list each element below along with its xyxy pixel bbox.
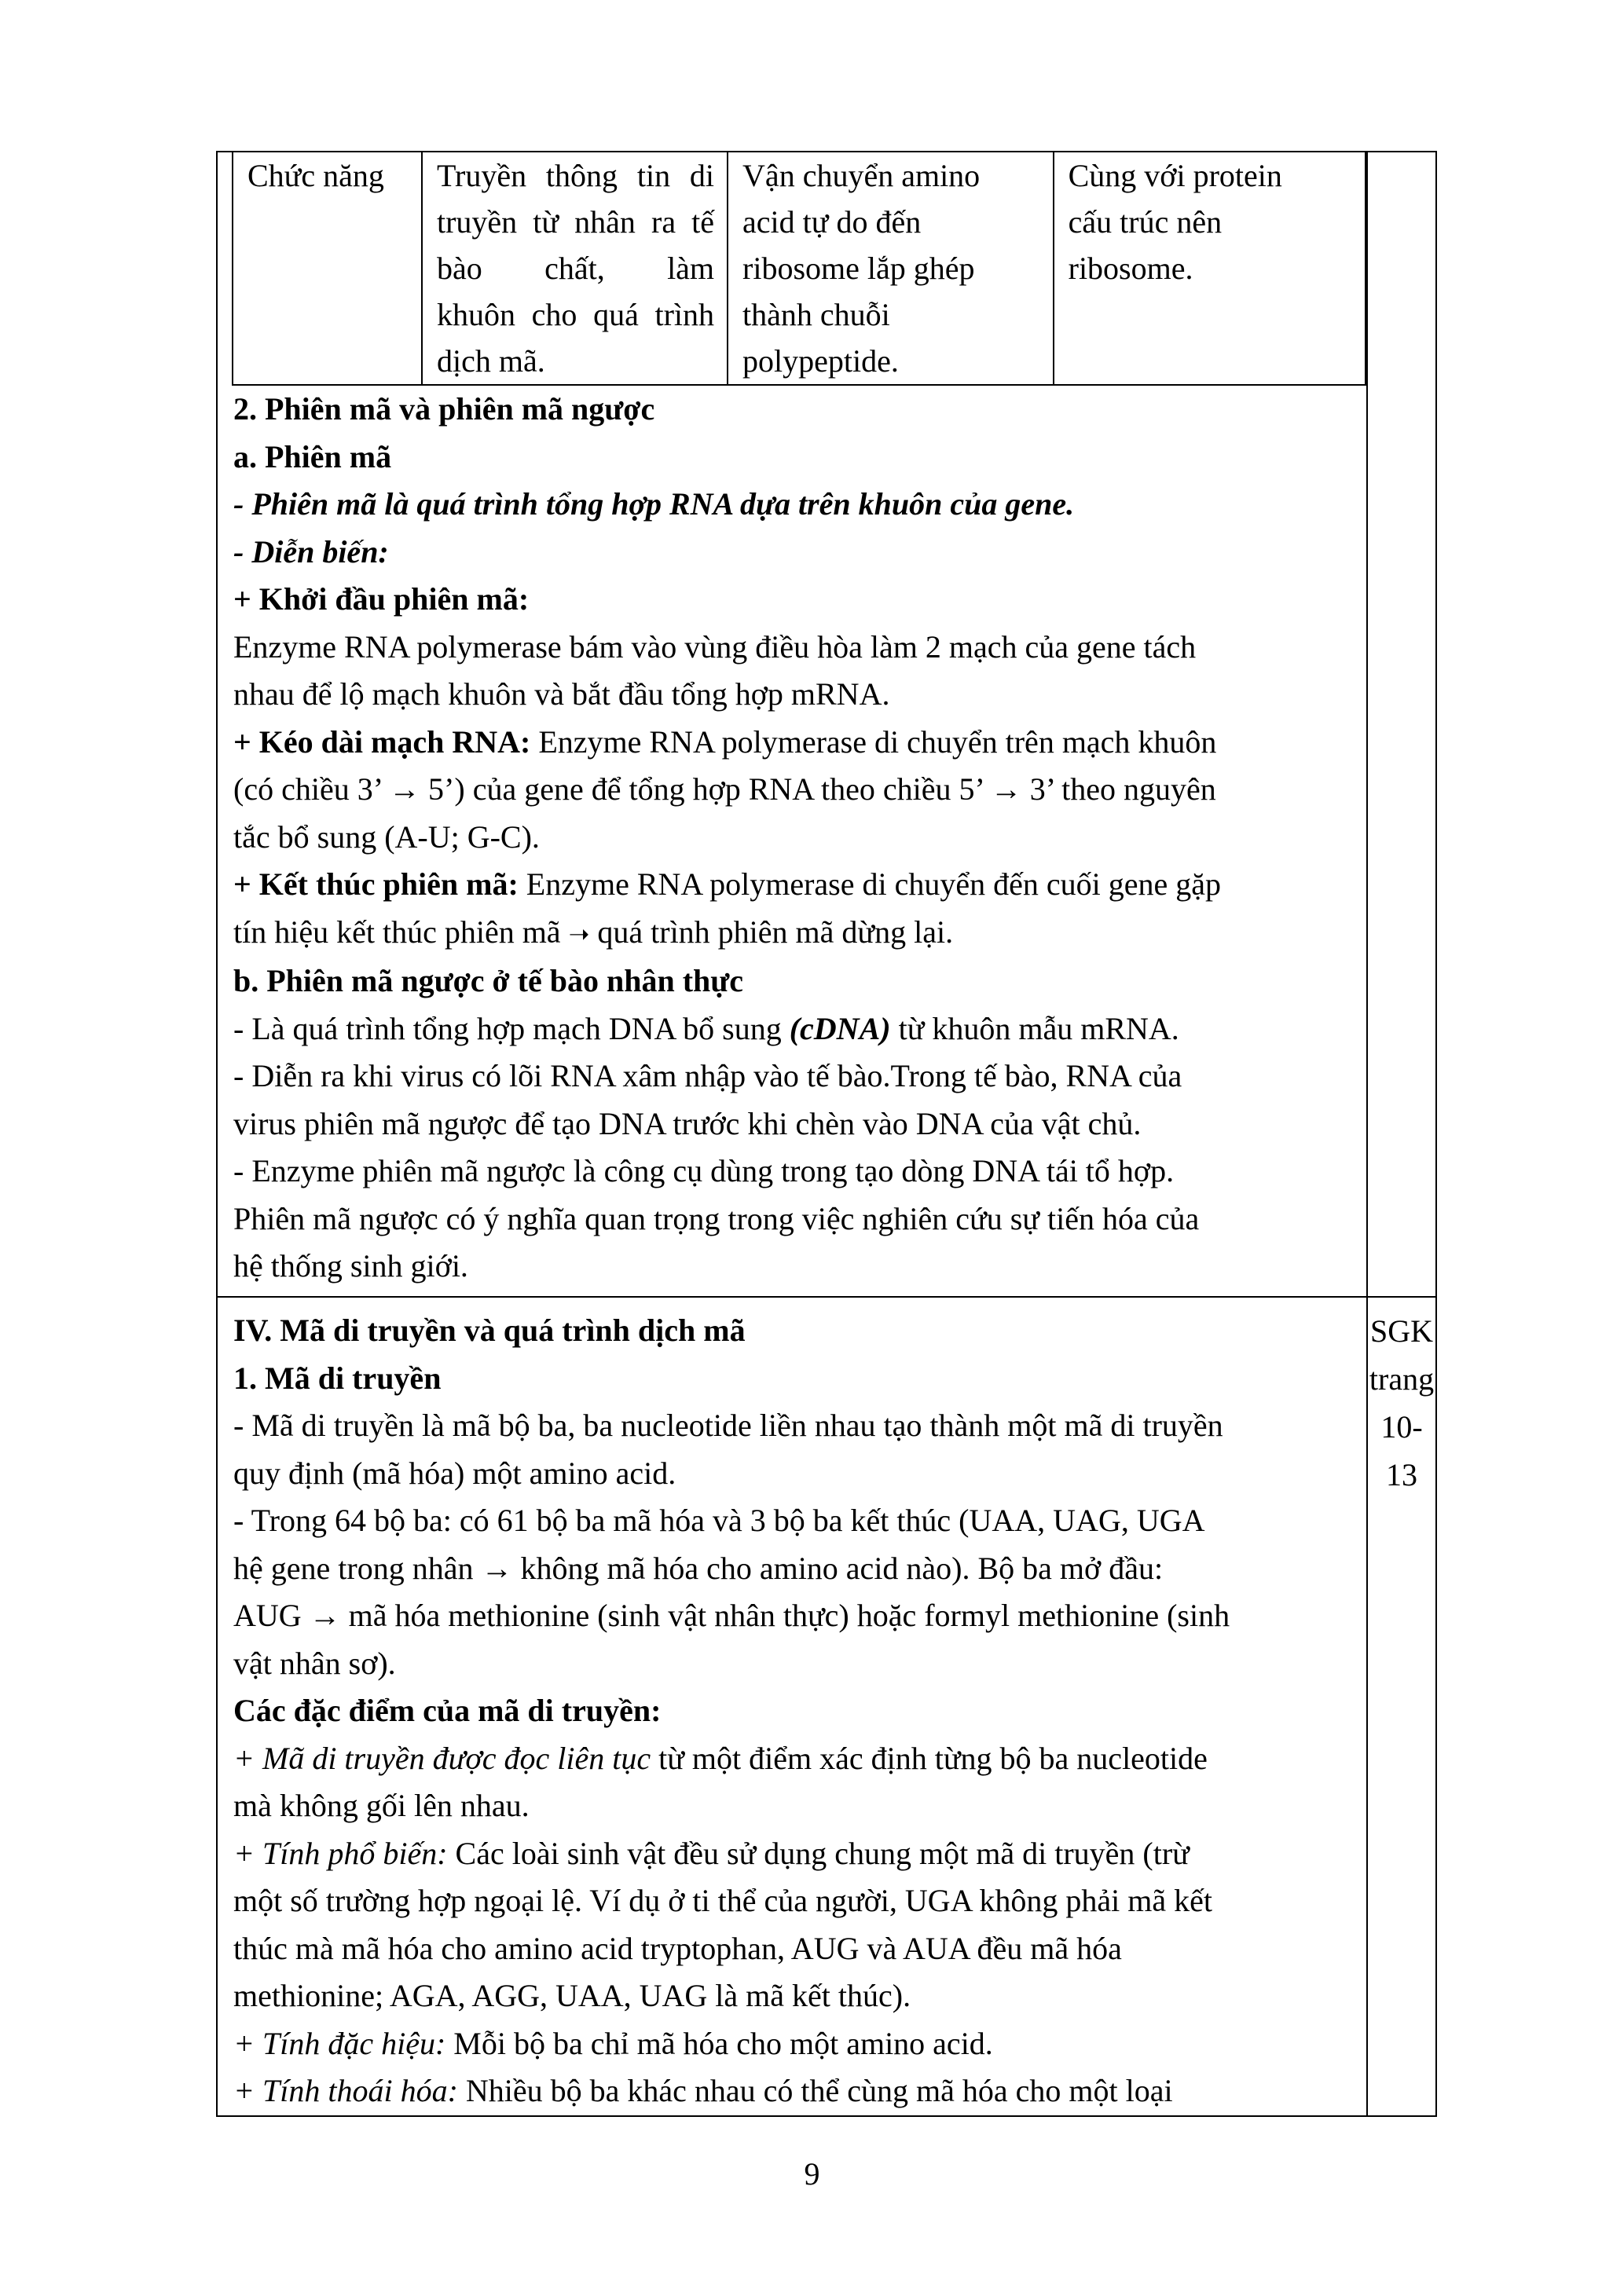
body-text: Mỗi bộ ba chỉ mã hóa cho một amino acid. <box>445 2025 993 2061</box>
body-text: Enzyme RNA polymerase di chuyển đến cuối gene gặp <box>518 866 1221 902</box>
rna-function-table <box>232 151 1366 386</box>
trna-line: polypeptide. <box>742 343 899 379</box>
body-text <box>233 1830 1349 1878</box>
mrna-line: dịch mã. <box>436 343 545 379</box>
cdna-term: (cDNA) <box>789 1010 891 1046</box>
body-text: methionine; AGA, AGG, UAA, UAG là mã kết thúc). <box>233 1978 911 2013</box>
body-text: một số trường hợp ngoại lệ. Ví dụ ở ti thể của người, UGA không phải mã kết <box>233 1883 1212 1918</box>
mrna-function-cell <box>422 152 728 385</box>
body-text: quá trình phiên mã dừng lại. <box>589 914 954 950</box>
body-text <box>233 1735 1349 1783</box>
feature-term: + Mã di truyền được đọc liên tục <box>233 1740 651 1776</box>
body-text: Phiên mã ngược có ý nghĩa quan trọng trong việc nghiên cứu sự tiến hóa của <box>233 1200 1200 1236</box>
body-text: nhau để lộ mạch khuôn và bắt đầu tổng hợp mRNA. <box>233 676 890 712</box>
page-number: 9 <box>804 2156 820 2192</box>
body-text <box>233 909 1349 958</box>
body-text: virus phiên mã ngược để tạo DNA trước khi chèn vào DNA của vật chủ. <box>233 1105 1142 1141</box>
term-label: + Kết thúc phiên mã: <box>233 866 519 902</box>
features-label: Các đặc điểm của mã di truyền: <box>233 1693 662 1728</box>
side-cell-empty <box>1367 152 1436 1297</box>
feature-term: + Tính thoái hóa: <box>233 2073 458 2108</box>
body-text: quy định (mã hóa) một amino acid. <box>233 1455 676 1491</box>
transcription-section <box>218 386 1366 1291</box>
body-text: tín hiệu kết thúc phiên mã <box>233 914 569 950</box>
body-text: Các loài sinh vật đều sử dụng chung một mã di truyền (trừ <box>447 1835 1190 1871</box>
body-text: từ khuôn mẫu mRNA. <box>890 1010 1179 1046</box>
genetic-code-section <box>218 1298 1366 2115</box>
body-text: vật nhân sơ). <box>233 1645 396 1681</box>
body-text: Enzyme RNA polymerase bám vào vùng điều hòa làm 2 mạch của gene tách <box>233 628 1197 665</box>
side-cell-reference <box>1367 1297 1436 2116</box>
mrna-line: bào chất, làm <box>436 251 715 286</box>
subsection-heading: 1. Mã di truyền <box>233 1360 442 1396</box>
main-cell-transcription <box>217 152 1367 1297</box>
body-text: Enzyme RNA polymerase di chuyển trên mạch khuôn <box>530 723 1217 760</box>
table-row <box>233 152 1366 385</box>
trna-line: thành chuỗi <box>742 297 890 332</box>
body-text <box>233 861 1349 909</box>
function-label: Chức năng <box>247 158 384 193</box>
body-text: - Là quá trình tổng hợp mạch DNA bổ sung <box>233 1010 790 1046</box>
init-label: + Khởi đầu phiên mã: <box>233 581 530 617</box>
rrna-line: ribosome. <box>1068 251 1193 286</box>
body-text: - Enzyme phiên mã ngược là công cụ dùng trong tạo dòng DNA tái tổ hợp. <box>233 1153 1175 1188</box>
rrna-line: Cùng với protein <box>1068 158 1282 193</box>
body-text: hệ gene trong nhân → không mã hóa cho amino acid nào). Bộ ba mở đầu: <box>233 1550 1164 1586</box>
reference-line: 10- <box>1380 1409 1423 1445</box>
trna-function-cell <box>728 152 1054 385</box>
section-heading: 2. Phiên mã và phiên mã ngược <box>233 391 655 427</box>
main-cell-genetic-code <box>217 1297 1367 2116</box>
body-text: AUG → mã hóa methionine (sinh vật nhân thực) hoặc formyl methionine (sinh <box>233 1598 1230 1633</box>
body-text: tắc bổ sung (A-U; G-C). <box>233 818 540 855</box>
body-text <box>233 719 1349 767</box>
subsection-heading: a. Phiên mã <box>233 438 392 474</box>
textbook-reference <box>1368 1298 1435 1499</box>
trna-line: ribosome lắp ghép <box>742 251 975 286</box>
definition-text: - Phiên mã là quá trình tổng hợp RNA dựa trên khuôn của gene. <box>233 486 1075 522</box>
reference-line: SGK <box>1369 1313 1434 1349</box>
body-text: Nhiều bộ ba khác nhau có thể cùng mã hóa cho một loại <box>457 2073 1173 2108</box>
body-text: từ một điểm xác định từng bộ ba nucleotide <box>651 1740 1208 1776</box>
feature-term: + Tính đặc hiệu: <box>233 2025 446 2061</box>
reference-line: trang <box>1369 1361 1435 1397</box>
feature-term: + Tính phổ biến: <box>233 1835 448 1871</box>
rrna-line: cấu trúc nên <box>1068 204 1223 240</box>
mrna-line: khuôn cho quá trình <box>436 297 715 332</box>
reference-line: 13 <box>1386 1457 1417 1492</box>
body-text <box>233 1005 1349 1053</box>
body-text <box>233 2020 1349 2068</box>
arrow-icon: ➝ <box>568 918 590 949</box>
body-text: hệ thống sinh giới. <box>233 1248 468 1283</box>
section-heading: IV. Mã di truyền và quá trình dịch mã <box>233 1313 746 1348</box>
body-text: (có chiều 3’ → 5’) của gene để tổng hợp RNA theo chiều 5’ → 3’ theo nguyên <box>233 771 1216 807</box>
body-text: mà không gối lên nhau. <box>233 1788 530 1823</box>
elong-label: + Kéo dài mạch RNA: <box>233 723 531 760</box>
body-text <box>233 2067 1349 2115</box>
mrna-line: Truyền thông tin di <box>436 158 715 193</box>
mrna-line: truyền từ nhân ra tế <box>436 204 715 240</box>
content-table <box>216 151 1437 2117</box>
rrna-function-cell <box>1054 152 1366 385</box>
subsection-heading: b. Phiên mã ngược ở tế bào nhân thực <box>233 963 744 998</box>
function-label-cell <box>233 152 422 385</box>
body-text: - Trong 64 bộ ba: có 61 bộ ba mã hóa và 3 bộ ba kết thúc (UAA, UAG, UGA <box>233 1503 1205 1538</box>
trna-line: Vận chuyển amino <box>742 158 981 193</box>
body-text: thúc mà mã hóa cho amino acid tryptophan, AUG và AUA đều mã hóa <box>233 1930 1122 1966</box>
body-text: - Diễn ra khi virus có lõi RNA xâm nhập vào tế bào.Trong tế bào, RNA của <box>233 1058 1182 1093</box>
body-text: - Mã di truyền là mã bộ ba, ba nucleotide liền nhau tạo thành một mã di truyền <box>233 1408 1223 1443</box>
trna-line: acid tự do đến <box>742 204 922 240</box>
progress-label: - Diễn biến: <box>233 533 389 569</box>
